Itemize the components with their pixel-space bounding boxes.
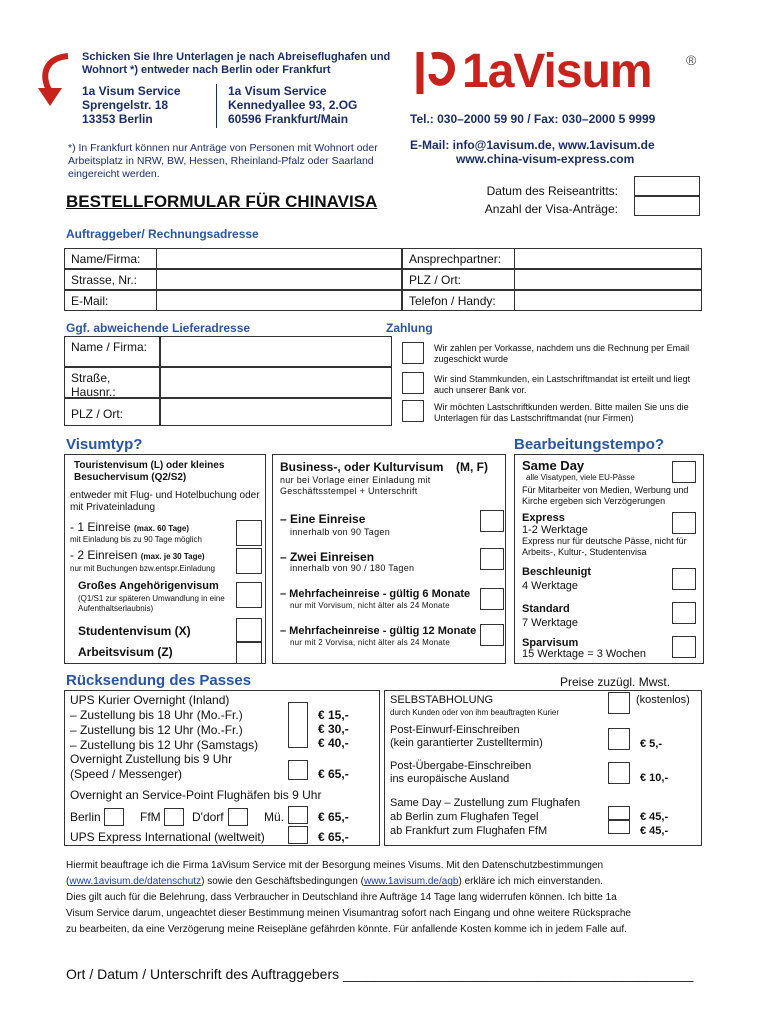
payment-prepay-checkbox[interactable]	[402, 342, 424, 364]
pickup-title: SELBSTABHOLUNG	[390, 694, 494, 706]
airport-fra-checkbox[interactable]	[608, 820, 630, 834]
ups-int-checkbox[interactable]	[288, 826, 308, 844]
business-single-checkbox[interactable]	[480, 510, 504, 532]
servicepoint-title: Overnight an Service-Point Flughäfen bis 9 Uhr	[70, 788, 322, 802]
return-heading: Rücksendung des Passes	[66, 672, 252, 689]
sp-price: € 65,-	[318, 810, 349, 824]
ups-int: UPS Express International (weltweit)	[70, 830, 265, 844]
speed-standard-checkbox[interactable]	[672, 602, 696, 624]
ups-int-price: € 65,-	[318, 830, 349, 844]
billing-zip-field[interactable]: PLZ / Ort:	[402, 269, 702, 290]
sp-dus: D'dorf	[192, 810, 224, 824]
double-entry: - 2 Einreisen (max. je 30 Tage)	[70, 548, 205, 562]
double-entry-note: nur mit Buchungen bzw.entspr.Einladung	[70, 564, 215, 573]
business-multi12-checkbox[interactable]	[480, 624, 504, 646]
payment-heading: Zahlung	[386, 321, 433, 335]
sp-fra-checkbox[interactable]	[164, 808, 184, 826]
signature-line[interactable]: Ort / Datum / Unterschrift des Auftraggebers _____________________________________________	[66, 966, 694, 982]
speed-accel-time: 4 Werktage	[522, 580, 579, 592]
speed-standard-time: 7 Werktage	[522, 617, 579, 629]
mail2-price: € 10,-	[640, 772, 669, 784]
form-title: BESTELLFORMULAR FÜR CHINAVISA	[66, 192, 378, 211]
speed-sameday: Same Day	[522, 458, 585, 473]
speed-express: Express	[522, 512, 565, 524]
price-note: Preise zuzügl. Mwst.	[560, 675, 671, 689]
mail2-option: Post-Übergabe-Einschreiben ins europäische Ausland	[390, 760, 532, 785]
speed-express-time: 1-2 Werktage	[522, 524, 588, 536]
registered-icon: ®	[686, 52, 697, 68]
family-visa-note: (Q1/S1 zur späteren Umwandlung in eine Aufenthaltserlaubnis)	[78, 594, 225, 613]
billing-email-field[interactable]: E-Mail:	[64, 290, 402, 311]
contact-email: E-Mail: info@1avisum.de, www.1avisum.de www.china-visum-express.com	[410, 138, 655, 166]
business-code: (M, F)	[456, 460, 488, 474]
sp-dus-checkbox[interactable]	[228, 808, 248, 826]
mail1-price: € 5,-	[640, 738, 663, 750]
payment-prepay-text: Wir zahlen per Vorkasse, nachdem uns die Rechnung per Email zugeschickt wurde	[434, 343, 690, 364]
ups-checkbox[interactable]	[288, 702, 308, 748]
single-entry-checkbox[interactable]	[236, 520, 262, 546]
payment-regular-checkbox[interactable]	[402, 372, 424, 394]
business-multi6-checkbox[interactable]	[480, 588, 504, 610]
delivery-zip-label: PLZ / Ort:	[64, 398, 160, 426]
sp-berlin-checkbox[interactable]	[104, 808, 124, 826]
tourist-desc: entweder mit Flug- und Hotelbuchung oder mit Privateinladung	[70, 490, 260, 513]
overnight-price: € 65,-	[318, 767, 349, 781]
speed-express-checkbox[interactable]	[672, 512, 696, 534]
ups-prices: € 15,- € 30,- € 40,-	[318, 708, 349, 750]
legal-text: Hiermit beauftrage ich die Firma 1aVisum Service mit der Besorgung meines Visums. Mit den Datenschutzbestimmungen (www.1avisum.de/datenschutz) sowie den Geschäftsbedingungen (www.1avisum.de/agb) erkläre ich mich einverstanden. Dies gilt auch für die Belehrung, dass Verbraucher in Deutschland ihre Aufträge 14 Tage lang widerrufen können. Ich bitte 1a Visum Service darum, ungeachtet dieser Bestimmung meinen Visumantrag sofort nach Eingang und ohne weitere Rücksprache zu bearbeiten, da eine Verzögerung meine Reisepläne gefährden könnte. Für anfallende Kosten komme ich in jedem Falle auf.	[66, 860, 631, 935]
delivery-heading: Ggf. abweichende Lieferadresse	[66, 321, 251, 335]
work-visa: Arbeitsvisum (Z)	[78, 645, 173, 659]
address-frankfurt: 1a Visum Service Kennedyallee 93, 2.OG 60596 Frankfurt/Main	[228, 84, 358, 126]
billing-phone-field[interactable]: Telefon / Handy:	[402, 290, 702, 311]
speed-express-note: Express nur für deutsche Pässe, nicht für Arbeits-, Kultur-, Studentenvisa	[522, 536, 687, 557]
logo-wordmark: 1aVisum	[462, 45, 652, 98]
family-visa-checkbox[interactable]	[236, 582, 262, 608]
business-double: – Zwei Einreisen	[280, 550, 375, 564]
overnight-option: Overnight Zustellung bis 9 Uhr (Speed / Messenger)	[70, 752, 233, 781]
pickup-note: durch Kunden oder von ihm beauftragten Kurier	[390, 708, 559, 717]
tourist-title: Touristenvisum (L) oder kleines Besuchervisum (Q2/S2)	[74, 460, 225, 483]
student-visa-checkbox[interactable]	[236, 618, 262, 642]
payment-regular-text: Wir sind Stammkunden, ein Lastschriftmandat ist erteilt und liegt auch unserer Bank vor.	[434, 374, 691, 395]
mail2-checkbox[interactable]	[608, 762, 630, 784]
delivery-street-field[interactable]	[160, 367, 392, 398]
terms-link[interactable]: www.1avisum.de/agb	[363, 876, 459, 887]
speed-accel-checkbox[interactable]	[672, 568, 696, 590]
speed-accel: Beschleunigt	[522, 566, 592, 578]
visatype-heading: Visumtyp?	[66, 436, 143, 453]
travel-labels: Datum des Reiseantritts: Anzahl der Visa-Anträge:	[484, 184, 618, 216]
ups-options: UPS Kurier Overnight (Inland) – Zustellung bis 18 Uhr (Mo.-Fr.) – Zustellung bis 12 Uhr (Mo.-Fr.) – Zustellung bis 12 Uhr (Samstags)	[70, 693, 259, 752]
double-entry-checkbox[interactable]	[236, 548, 262, 574]
business-multi6-note: nur mit Vorvisum, nicht älter als 24 Monate	[290, 601, 450, 610]
billing-heading: Auftraggeber/ Rechnungsadresse	[66, 227, 259, 241]
overnight-checkbox[interactable]	[288, 760, 308, 780]
billing-divider	[156, 248, 157, 311]
speed-standard: Standard	[522, 603, 570, 615]
mail1-checkbox[interactable]	[608, 728, 630, 750]
delivery-name-field[interactable]	[160, 336, 392, 367]
payment-debit-checkbox[interactable]	[402, 400, 424, 422]
business-title: Business-, oder Kulturvisum	[280, 460, 444, 474]
pickup-checkbox[interactable]	[608, 692, 630, 714]
airport-prices: € 45,- € 45,-	[640, 811, 669, 837]
airport-option: Same Day – Zustellung zum Flughafen ab Berlin zum Flughafen Tegel ab Frankfurt zum Flughafen FfM	[390, 797, 581, 837]
student-visa: Studentenvisum (X)	[78, 624, 191, 638]
airport-txl-checkbox[interactable]	[608, 806, 630, 820]
speed-heading: Bearbeitungstempo?	[514, 436, 665, 453]
curved-arrow-icon	[34, 52, 74, 108]
travel-date-field[interactable]	[634, 176, 700, 196]
billing-divider-2	[514, 248, 515, 311]
single-entry-note: mit Einladung bis zu 90 Tage möglich	[70, 535, 202, 544]
billing-contact-field[interactable]: Ansprechpartner:	[402, 248, 702, 269]
business-multi12-note: nur mit 2 Vorvisa, nicht älter als 24 Monate	[290, 638, 450, 647]
single-entry: - 1 Einreise (max. 60 Tage)	[70, 520, 190, 534]
business-note: nur bei Vorlage einer Einladung mit Geschäftsstempel + Unterschrift	[280, 475, 431, 496]
mail1-option: Post-Einwurf-Einschreiben (kein garantierter Zustelltermin)	[390, 724, 543, 749]
sp-muc: Mü.	[264, 810, 285, 824]
address-berlin: 1a Visum Service Sprengelstr. 18 13353 Berlin	[82, 84, 181, 126]
privacy-link[interactable]: www.1avisum.de/datenschutz	[69, 876, 202, 887]
business-single: – Eine Einreise	[280, 512, 366, 526]
family-visa-title: Großes Angehörigenvisum	[78, 580, 219, 592]
speed-sameday-note: alle Visatypen, viele EU-Pässe	[526, 473, 635, 482]
pickup-price: (kostenlos)	[636, 694, 690, 706]
delivery-zip-field[interactable]	[160, 398, 392, 426]
frankfurt-note: *) In Frankfurt können nur Anträge von Personen mit Wohnort oder Arbeitsplatz in NRW, BW, Hessen, Rheinland-Pfalz oder Saarland eingereicht werden.	[68, 142, 378, 180]
business-double-note: innerhalb von 90 / 180 Tagen	[290, 563, 415, 573]
business-double-checkbox[interactable]	[480, 548, 504, 570]
work-visa-checkbox[interactable]	[236, 642, 262, 664]
speed-saver: Sparvisum	[522, 637, 579, 649]
speed-sameday-checkbox[interactable]	[672, 461, 696, 483]
billing-street-field[interactable]: Strasse, Nr.:	[64, 269, 402, 290]
sp-muc-checkbox[interactable]	[288, 806, 308, 824]
speed-saver-checkbox[interactable]	[672, 636, 696, 658]
address-divider	[216, 84, 217, 128]
instruction-text: Schicken Sie Ihre Unterlagen je nach Abreiseflughafen und Wohnort *) entweder nach Berlin oder Frankfurt	[82, 51, 391, 76]
delivery-name-label: Name / Firma:	[64, 336, 160, 367]
company-logo	[410, 45, 706, 100]
num-applications-field[interactable]	[634, 196, 700, 216]
business-multi6: – Mehrfacheinreise - gültig 6 Monate	[280, 588, 471, 600]
billing-name-field[interactable]: Name/Firma:	[64, 248, 402, 269]
sp-fra: FfM	[140, 810, 161, 824]
phone-fax: Tel.: 030–2000 59 90 / Fax: 030–2000 5 9999	[410, 112, 656, 126]
speed-sameday-note2: Für Mitarbeiter von Medien, Werbung und Kirche ergeben sich Verzögerungen	[522, 485, 689, 506]
delivery-street-label: Straße, Hausnr.:	[64, 367, 160, 398]
business-single-note: innerhalb von 90 Tagen	[290, 527, 391, 537]
payment-debit-text: Wir möchten Lastschriftkunden werden. Bitte mailen Sie uns die Unterlagen für das Lastschriftmandat (nur Firmen)	[434, 402, 689, 423]
sp-berlin: Berlin	[70, 810, 101, 824]
speed-saver-time: 15 Werktage = 3 Wochen	[522, 648, 647, 660]
business-multi12: – Mehrfacheinreise - gültig 12 Monate	[280, 625, 477, 637]
logo-symbol-icon	[410, 48, 458, 98]
